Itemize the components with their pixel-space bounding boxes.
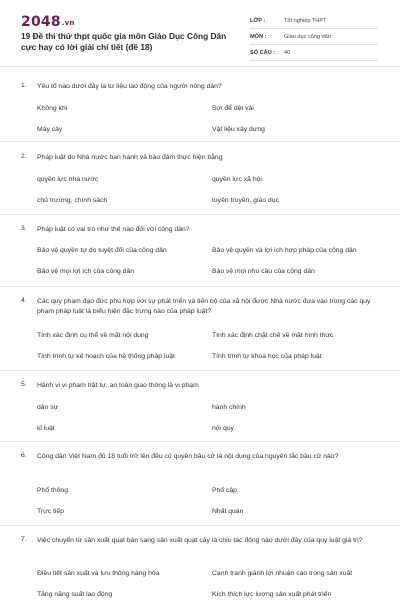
question-divider [0, 214, 400, 215]
question-number: 6. [21, 452, 27, 459]
answer-option[interactable]: Không khí [37, 105, 68, 112]
question-number: 1. [21, 82, 27, 89]
document-header [0, 0, 400, 66]
question-divider [0, 286, 400, 287]
question-text: Pháp luật do Nhà nước ban hành và bảo đảm thực hiện bằng [37, 154, 223, 161]
answer-option[interactable]: Tăng năng suất lao động [37, 591, 113, 598]
answer-option[interactable]: hành chính [212, 404, 246, 411]
answer-option[interactable]: Máy cày [37, 126, 63, 133]
question-divider [0, 370, 400, 371]
answer-option[interactable]: Bảo vệ quyền và lợi ích hợp pháp của công dân [212, 247, 357, 254]
info-label: LỚP : [250, 17, 266, 24]
answer-option[interactable]: quyền lực nhà nước [37, 176, 99, 183]
question-number: 3. [21, 225, 27, 232]
answer-option[interactable]: Tính xác định chặt chẽ về mặt hình thức [212, 332, 334, 339]
info-row-subject [250, 29, 378, 45]
answer-option[interactable]: Bảo vệ quyền tự do tuyệt đối của công dân [37, 247, 167, 254]
answer-option[interactable]: Bảo vệ mọi lợi ích của công dân [37, 268, 135, 275]
answer-option[interactable]: Điều tiết sản xuất và lưu thông hàng hóa [37, 570, 160, 577]
answer-option[interactable]: Cạnh tranh giành lợi nhuận cao trong sản xuất [212, 570, 353, 577]
header-divider [0, 66, 400, 67]
question-text: Hành vi vi phạm trật tự, an toàn giao thông là vi phạm [37, 382, 199, 389]
question-divider [0, 441, 400, 442]
question-number: 5. [21, 381, 27, 388]
question-text: Các quy phạm đạo đức phù hợp với sự phát triển và tiến bộ của xã hội được Nhà nước đưa vào trong các quy phạm pháp luật là biểu hiện đặc trưng nào của pháp luật? [37, 298, 371, 315]
answer-option[interactable]: Sợi để dệt vải [212, 105, 254, 112]
answer-option[interactable]: Vật liệu xây dựng [212, 126, 265, 133]
question-number: 2. [21, 153, 27, 160]
info-label: MÔN : [250, 33, 267, 40]
question-divider [0, 525, 400, 526]
answer-option[interactable]: Trực tiếp [37, 508, 64, 515]
answer-option[interactable]: Phổ thông [37, 487, 68, 494]
info-row-question-count [250, 45, 378, 61]
info-value: 40 [284, 49, 291, 56]
question-number: 4. [21, 297, 27, 304]
answer-option[interactable]: Tính xác định cụ thể về mặt nội dung [37, 332, 149, 339]
info-value: Tốt nghiệp THPT [284, 17, 327, 24]
logo-text: 2048 [21, 14, 61, 30]
question-divider [0, 141, 400, 142]
exam-info-table [250, 13, 378, 61]
answer-option[interactable]: Phổ cập [212, 487, 237, 494]
logo-suffix: .vn [61, 19, 75, 27]
answer-option[interactable]: Nhất quán [212, 508, 244, 515]
question-text: Việc chuyển từ sản xuất quạt bàn sang sản xuất quạt cây là chịu tác động nào dưới đây của quy luật giá trị? [37, 537, 363, 544]
answer-option[interactable]: Tính trình tự kế hoạch của hệ thống pháp luật [37, 353, 175, 360]
document-title: 19 Đề thi thử thpt quốc gia môn Giáo Dục Công Dân cực hay có lời giải chi tiết (đề 18) [21, 31, 227, 52]
answer-option[interactable]: quyền lực xã hội [212, 176, 262, 183]
site-logo[interactable] [21, 14, 75, 30]
question-text: Công dân Việt Nam đủ 18 tuổi trở lên đều có quyền bầu cử là nội dung của nguyên tắc bầu cử nào? [37, 453, 339, 460]
answer-option[interactable]: nội quy [212, 425, 234, 432]
info-row-class [250, 13, 378, 29]
info-value: Giáo dục công dân [284, 33, 331, 40]
answer-option[interactable]: dân sự [37, 404, 59, 411]
answer-option[interactable]: Tính trình tự khoa học của pháp luật [212, 353, 322, 360]
answer-option[interactable]: Kích thích lực lượng sản xuất phát triển [212, 591, 332, 598]
question-text: Pháp luật có vai trò như thế nào đối với công dân? [37, 226, 190, 233]
answer-option[interactable]: kỉ luật [37, 425, 55, 432]
question-number: 7. [21, 536, 27, 543]
answer-option[interactable]: Bảo vệ mọi nhu cầu của công dân [212, 268, 315, 275]
question-text: Yếu tố nào dưới đây là tư liệu lao động của người nông dân? [37, 83, 222, 90]
answer-option[interactable]: chủ trương, chính sách [37, 197, 108, 204]
answer-option[interactable]: tuyên truyền, giáo dục [212, 197, 279, 204]
info-label: SỐ CÂU : [250, 49, 276, 56]
